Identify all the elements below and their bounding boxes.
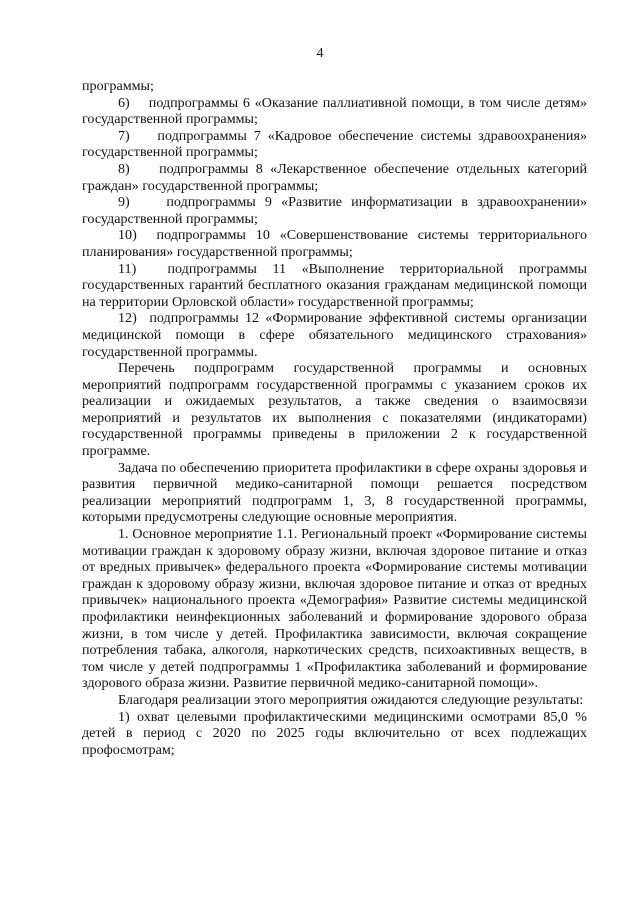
paragraph-subprogram-list: Перечень подпрограмм государственной программы и основных мероприятий подпрограмм государственной программы с указанием сроков их реализации и ожидаемых результатов, а также сведения о взаимосвязи мероприятий и результатов их выполнения с показателями (индикаторами) государственной программы приведены в приложении 2 к государственной программе. — [82, 360, 587, 460]
page-number: 4 — [316, 46, 324, 61]
list-item-9: 9) подпрограммы 9 «Развитие информатизации в здравоохранении» государственной программы; — [82, 194, 587, 227]
list-item-7: 7) подпрограммы 7 «Кадровое обеспечение системы здравоохранения» государственной программы; — [82, 127, 587, 161]
paragraph-prevention-task: Задача по обеспечению приоритета профилактики в сфере охраны здоровья и развития первичной медико-санитарной помощи решается посредством реализации мероприятий подпрограмм 1, 3, 8 государственной программы, которыми предусмотрены следующие основные мероприятия. — [82, 459, 587, 526]
paragraph-main-activity-1-1: 1. Основное мероприятие 1.1. Региональный проект «Формирование системы мотивации граждан к здоровому образу жизни, включая здоровое питание и отказ от вредных привычек» федерального проекта «Формирование системы мотивации граждан к здоровому образу жизни, включая здоровое питание и отказ от вредных привычек» национального проекта «Демография» Развитие системы медицинской профилактики неинфекционных заболеваний и формирование здорового образа жизни, в том числе у детей. Профилактика зависимости, включая сокращение потребления табака, алкоголя, наркотических средств, психоактивных веществ, в том числе у детей подпрограммы 1 «Профилактика заболеваний и формирование здорового образа жизни. Развитие первичной медико-санитарной помощи». — [82, 526, 587, 692]
list-item-11: 11) подпрограммы 11 «Выполнение территориальной программы государственных гарантий бесплатного оказания гражданам медицинской помощи на территории Орловской области» государственной программы; — [82, 260, 587, 310]
paragraph-expected-results: Благодаря реализации этого мероприятия ожидаются следующие результаты: — [118, 691, 584, 708]
paragraph-continuation: программы; — [82, 78, 154, 94]
result-item-1: 1) охват целевыми профилактическими медицинскими осмотрами 85,0 % детей в период с 2020 по 2025 годы включительно от всех подлежащих профосмотрам; — [82, 708, 587, 758]
list-item-8: 8) подпрограммы 8 «Лекарственное обеспечение отдельных категорий граждан» государственной программы; — [82, 160, 587, 194]
list-item-10: 10) подпрограммы 10 «Совершенствование системы территориального планирования» государственной программы; — [82, 227, 587, 260]
list-item-6: 6) подпрограммы 6 «Оказание паллиативной помощи, в том числе детям» государственной программы; — [82, 94, 587, 128]
list-item-12: 12) подпрограммы 12 «Формирование эффективной системы организации медицинской помощи в сфере обязательного медицинского страхования» государственной программы. — [82, 310, 587, 360]
document-body — [82, 78, 587, 758]
